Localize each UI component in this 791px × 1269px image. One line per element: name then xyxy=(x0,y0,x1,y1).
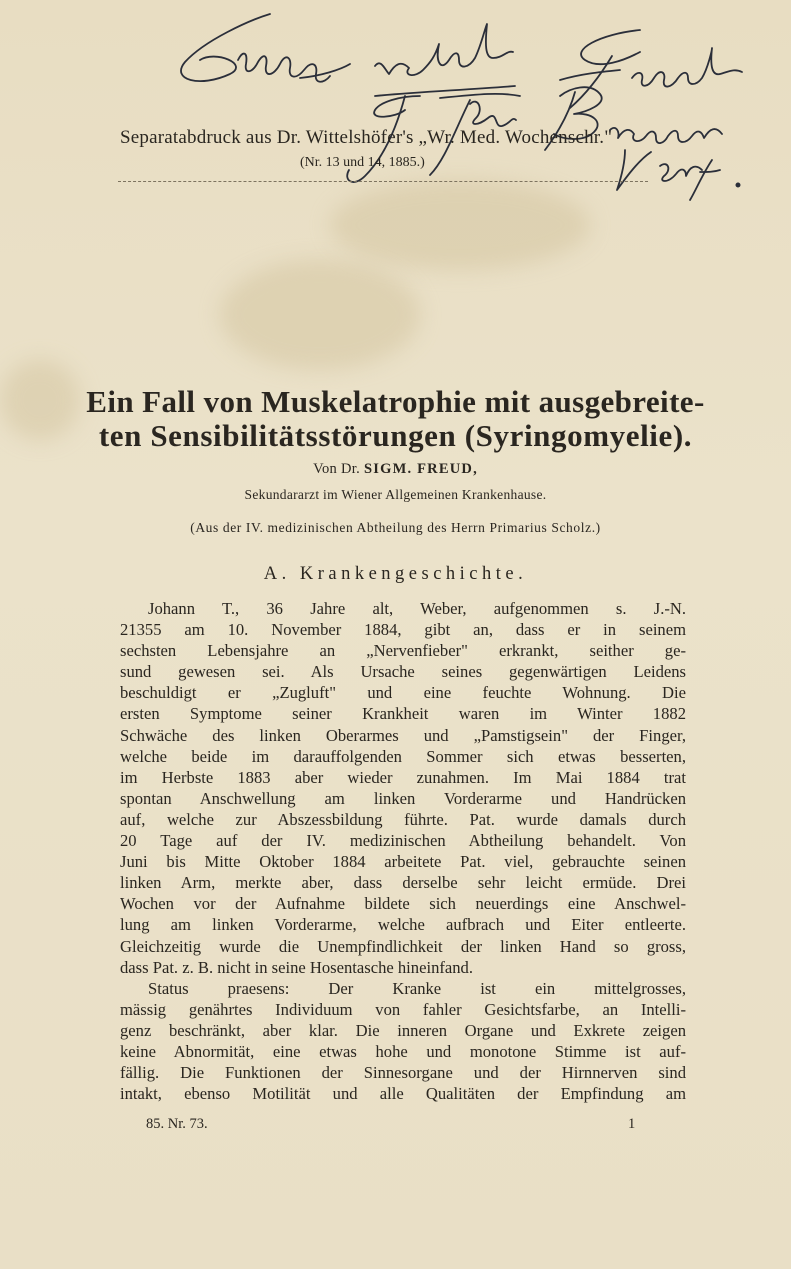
body-text xyxy=(120,598,686,1104)
body-line: sechsten Lebensjahre an „Nervenfieber" erkrankt, seither ge- xyxy=(120,641,686,661)
body-line: dass Pat. z. B. nicht in seine Hosentasche hineinfand. xyxy=(120,957,473,977)
body-line: Schwäche des linken Oberarmes und „Pamstigsein" der Finger, xyxy=(120,725,686,745)
article-title-line-2: ten Sensibilitätsstörungen (Syringomyelie). xyxy=(98,418,693,453)
body-line: linken Arm, merkte aber, dass derselbe sehr leicht ermüde. Drei xyxy=(120,873,686,893)
issue-reference: (Nr. 13 und 14, 1885.) xyxy=(300,155,425,170)
body-line: beschuldigt er „Zugluft" und eine feuchte Wohnung. Die xyxy=(120,683,686,703)
body-line: welche beide im darauffolgenden Sommer sich etwas besserten, xyxy=(120,746,686,766)
author-department: (Aus der IV. medizinischen Abtheilung des Herrn Primarius Scholz.) xyxy=(190,520,601,535)
body-line: 21355 am 10. November 1884, gibt an, dass er in seinem xyxy=(120,620,686,640)
body-line: ersten Symptome seiner Krankheit waren im Winter 1882 xyxy=(120,704,686,724)
status-line: fällig. Die Funktionen der Sinnesorgane und der Hirnnerven sind xyxy=(120,1063,686,1083)
author-position: Sekundararzt im Wiener Allgemeinen Krankenhause. xyxy=(244,487,547,502)
body-line: Juni bis Mitte Oktober 1884 arbeitete Pat. viel, gebrauchte seinen xyxy=(120,852,686,872)
body-line: Wochen vor der Aufnahme bildete sich neuerdings eine Anschwel- xyxy=(120,894,686,914)
paper-stain xyxy=(220,260,420,370)
reprint-source: Separatabdruck aus Dr. Wittelshöfer's „Wr. Med. Wochenschr." xyxy=(120,127,613,148)
author-name: SIGM. FREUD, xyxy=(364,461,478,477)
author-line xyxy=(0,461,791,478)
body-line: im Herbste 1883 aber wieder zunahmen. Im Mai 1884 trat xyxy=(120,767,686,787)
status-line: keine Abnormität, eine etwas hohe und monotone Stimme ist auf- xyxy=(120,1041,686,1061)
author-prefix: Von Dr. xyxy=(313,461,361,477)
header-divider xyxy=(118,181,648,182)
status-line: mässig genährtes Individuum von fahler Gesichtsfarbe, an Intelli- xyxy=(120,999,686,1019)
section-heading: A. Krankengeschichte. xyxy=(263,564,528,584)
body-line: spontan Anschwellung am linken Vorderarme und Handrücken xyxy=(120,788,686,808)
body-line: lung am linken Vorderarme, welche aufbrach und Eiter entleerte. xyxy=(120,915,686,935)
body-line: Gleichzeitig wurde die Unempfindlichkeit der linken Hand so gross, xyxy=(120,936,686,956)
signature-mark: 85. Nr. 73. xyxy=(146,1116,208,1132)
body-line: Johann T., 36 Jahre alt, Weber, aufgenommen s. J.-N. xyxy=(148,599,686,618)
body-line: sund gewesen sei. Als Ursache seines gegenwärtigen Leidens xyxy=(120,662,686,682)
page-number: 1 xyxy=(628,1116,636,1132)
article-title-line-1: Ein Fall von Muskelatrophie mit ausgebreite- xyxy=(86,384,705,419)
body-line: 20 Tage auf der IV. medizinischen Abtheilung behandelt. Von xyxy=(120,831,686,851)
body-line: auf, welche zur Abszessbildung führte. Pat. wurde damals durch xyxy=(120,809,686,829)
status-line: genz beschränkt, aber klar. Die inneren Organe und Exkrete zeigen xyxy=(120,1020,686,1040)
status-line: Status praesens: Der Kranke ist ein mittelgrosses, xyxy=(148,978,686,998)
status-line: intakt, ebenso Motilität und alle Qualitäten der Empfindung am xyxy=(120,1084,686,1104)
